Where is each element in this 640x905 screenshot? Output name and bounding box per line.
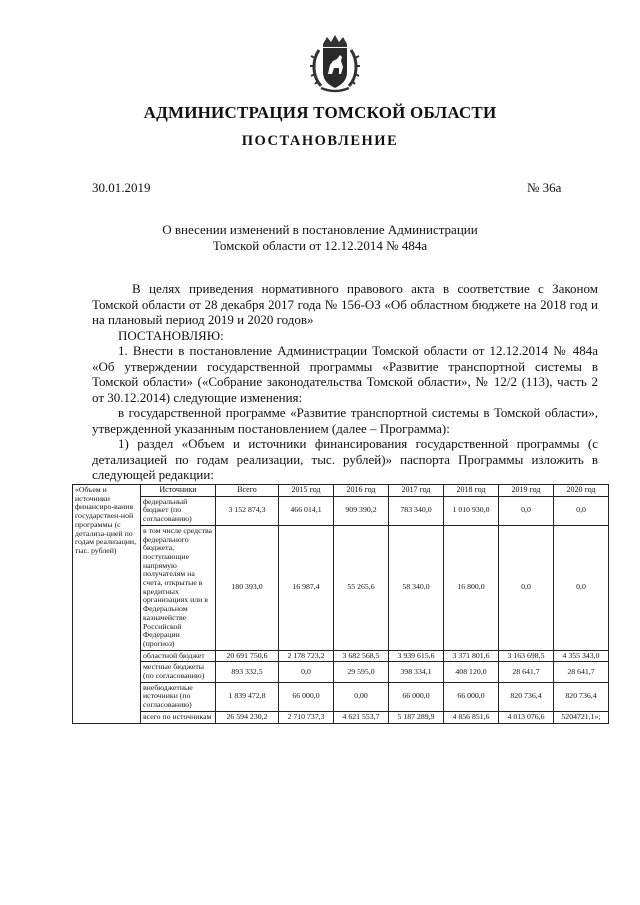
document-number: № 36а [527, 180, 562, 195]
value-cell: 820 736,4 [499, 682, 554, 711]
column-header: 2017 год [389, 485, 444, 497]
value-cell: 0,0 [554, 525, 609, 650]
subject-line-1: О внесении изменений в постановление Администрации [162, 222, 478, 237]
table-row [73, 662, 609, 682]
value-cell: 4 013 076,6 [499, 711, 554, 723]
source-cell: областной бюджет [141, 650, 216, 662]
subject-line-2: Томской области от 12.12.2014 № 484а [212, 238, 428, 253]
value-cell: 28 641,7 [554, 662, 609, 682]
coat-of-arms-icon [309, 34, 361, 94]
value-cell: 783 340,0 [389, 496, 444, 525]
value-cell: 3 163 698,5 [499, 650, 554, 662]
column-header: 2018 год [444, 485, 499, 497]
value-cell: 3 939 615,6 [389, 650, 444, 662]
paragraph-item-1: 1. Внести в постановление Администрации Томской области от 12.12.2014 № 484а «Об утверждении государственной программы «Развитие транспортной системы в Томской области» («Собрание законодательства Томской области», № 12/2 (113), часть 2 от 30.12.2014) следующие изменения: [92, 343, 598, 405]
column-header: Источники [141, 485, 216, 497]
paragraph-program-ref: в государственной программе «Развитие транспортной системы в Томской области», утвержденной указанным постановлением (далее – Программа): [92, 405, 598, 436]
column-header: Всего [216, 485, 279, 497]
value-cell: 0,0 [554, 496, 609, 525]
organization-title: АДМИНИСТРАЦИЯ ТОМСКОЙ ОБЛАСТИ [143, 103, 497, 122]
source-cell: всего по источникам [141, 711, 216, 723]
document-type: ПОСТАНОВЛЕНИЕ [241, 133, 399, 149]
value-cell: 2 178 723,2 [279, 650, 334, 662]
paragraph-resolve: ПОСТАНОВЛЯЮ: [118, 327, 224, 343]
value-cell: 0,0 [499, 496, 554, 525]
table-row-total [73, 711, 609, 723]
value-cell: 66 000,0 [444, 682, 499, 711]
source-cell: федеральный бюджет (по согласованию) [141, 496, 216, 525]
value-cell: 0,00 [334, 682, 389, 711]
value-cell: 5 187 289,9 [389, 711, 444, 723]
value-cell: 893 332,5 [216, 662, 279, 682]
program-label-cell: «Объем и источники финансиро-вания государствен-ной программы (с детализа-цией по годам реализации, тыс. рублей) [73, 485, 141, 724]
document-subject [140, 222, 500, 254]
document-date: 30.01.2019 [92, 180, 151, 195]
column-header: 2020 год [554, 485, 609, 497]
column-header: 2015 год [279, 485, 334, 497]
value-cell: 4 355 343,0 [554, 650, 609, 662]
source-cell: местные бюджеты (по согласованию) [141, 662, 216, 682]
value-cell: 28 641,7 [499, 662, 554, 682]
value-cell: 66 000,0 [389, 682, 444, 711]
value-cell: 909 390,2 [334, 496, 389, 525]
value-cell: 16 987,4 [279, 525, 334, 650]
value-cell: 26 594 230,2 [216, 711, 279, 723]
value-cell: 29 595,0 [334, 662, 389, 682]
paragraph-section-1: 1) раздел «Объем и источники финансирования государственной программы (с детализацией по годам реализации, тыс. рублей)» паспорта Программы изложить в следующей редакции: [92, 436, 598, 482]
value-cell: 3 371 801,6 [444, 650, 499, 662]
value-cell: 820 736,4 [554, 682, 609, 711]
value-cell: 398 334,1 [389, 662, 444, 682]
value-cell: 55 265,6 [334, 525, 389, 650]
value-cell: 0,0 [279, 662, 334, 682]
table-row [73, 682, 609, 711]
column-header: 2016 год [334, 485, 389, 497]
value-cell: 58 340,0 [389, 525, 444, 650]
value-cell: 466 014,1 [279, 496, 334, 525]
value-cell: 3 682 568,5 [334, 650, 389, 662]
table-row [73, 650, 609, 662]
value-cell: 2 710 737,3 [279, 711, 334, 723]
paragraph-preamble: В целях приведения нормативного правового акта в соответствие с Законом Томской области от 28 декабря 2017 года № 156-ОЗ «Об областном бюджете на 2018 год и на плановый период 2019 и 2020 годов» [92, 281, 598, 327]
value-cell: 20 691 750,6 [216, 650, 279, 662]
value-cell: 0,0 [499, 525, 554, 650]
value-cell: 4 856 851,6 [444, 711, 499, 723]
column-header: 2019 год [499, 485, 554, 497]
value-cell: 1 010 930,0 [444, 496, 499, 525]
value-cell: 180 393,0 [216, 525, 279, 650]
source-cell: внебюджетные источники (по согласованию) [141, 682, 216, 711]
value-cell: 5204721,1»; [554, 711, 609, 723]
table-row [73, 525, 609, 650]
financing-table [72, 484, 609, 724]
value-cell: 4 621 553,7 [334, 711, 389, 723]
table-header-row [73, 485, 609, 497]
value-cell: 3 152 874,3 [216, 496, 279, 525]
source-cell: в том числе средства федерального бюджета, поступающие напрямую получателям на счета, открытые в кредитных организациях или в Федеральном казначействе Российской Федерации (прогноз) [141, 525, 216, 650]
table-row [73, 496, 609, 525]
value-cell: 66 000,0 [279, 682, 334, 711]
value-cell: 16 800,0 [444, 525, 499, 650]
value-cell: 408 120,0 [444, 662, 499, 682]
value-cell: 1 839 472,8 [216, 682, 279, 711]
document-body [92, 281, 598, 483]
